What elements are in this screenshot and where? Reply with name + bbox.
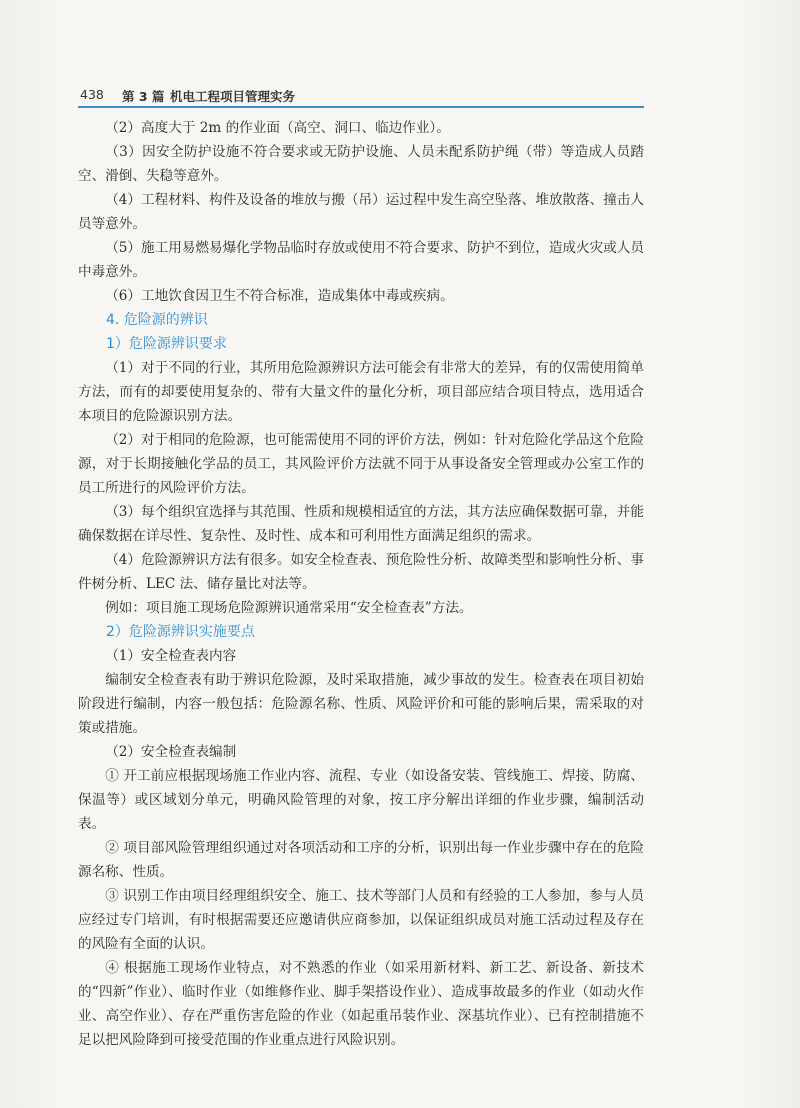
header-title: 机电工程项目管理实务 xyxy=(170,89,296,104)
paragraph: （1）安全检查表内容 xyxy=(105,648,237,664)
paragraph: （3）每个组织宜选择与其范围、性质和规模相适宜的方法，其方法应确保数据可靠，并能确保数据在详尽性、复杂性、及时性、成本和可利用性方面满足组织的需求。 xyxy=(78,504,644,544)
body-text xyxy=(78,116,644,1052)
subsection-heading: 1）危险源辨识要求 xyxy=(106,336,227,352)
paragraph: ④ 根据施工现场作业特点，对不熟悉的作业（如采用新材料、新工艺、新设备、新技术的“四新”作业）、临时作业（如维修作业、脚手架搭设作业）、造成事故最多的作业（如动火作业、高空作业）、存在严重伤害危险的作业（如起重吊装作业、深基坑作业）、已有控制措施不足以把风险降到可接受范围的作业重点进行风险识别。 xyxy=(78,960,644,1048)
paragraph: ① 开工前应根据现场施工作业内容、流程、专业（如设备安装、管线施工、焊接、防腐、保温等）或区域划分单元，明确风险管理的对象，按工序分解出详细的作业步骤，编制活动表。 xyxy=(78,768,644,832)
paragraph: （4）工程材料、构件及设备的堆放与搬（吊）运过程中发生高空坠落、堆放散落、撞击人员等意外。 xyxy=(78,192,644,232)
paragraph: （4）危险源辨识方法有很多。如安全检查表、预危险性分析、故障类型和影响性分析、事件树分析、LEC 法、储存量比对法等。 xyxy=(78,552,644,592)
paragraph: （2）安全检查表编制 xyxy=(105,744,237,760)
paragraph: （5）施工用易燃易爆化学物品临时存放或使用不符合要求、防护不到位，造成火灾或人员中毒意外。 xyxy=(78,240,644,280)
part-label: 第 3 篇 xyxy=(122,89,165,104)
header-rule xyxy=(78,106,644,108)
page-number: 438 xyxy=(80,87,104,102)
section-heading: 4. 危险源的辨识 xyxy=(106,312,208,328)
paragraph: （2）对于相同的危险源，也可能需使用不同的评价方法，例如：针对危险化学品这个危险源，对于长期接触化学品的员工，其风险评价方法就不同于从事设备安全管理或办公室工作的员工所进行的风险评价方法。 xyxy=(78,432,644,496)
paragraph: 编制安全检查表有助于辨识危险源，及时采取措施，减少事故的发生。检查表在项目初始阶段进行编制，内容一般包括：危险源名称、性质、风险评价和可能的影响后果，需采取的对策或措施。 xyxy=(78,672,644,736)
paragraph: （3）因安全防护设施不符合要求或无防护设施、人员未配系防护绳（带）等造成人员踏空、滑倒、失稳等意外。 xyxy=(78,144,644,184)
subsection-heading: 2）危险源辨识实施要点 xyxy=(106,624,255,640)
paragraph: （1）对于不同的行业，其所用危险源辨识方法可能会有非常大的差异，有的仅需使用简单方法，而有的却要使用复杂的、带有大量文件的量化分析，项目部应结合项目特点，选用适合本项目的危险源识别方法。 xyxy=(78,360,644,424)
paragraph: ② 项目部风险管理组织通过对各项活动和工序的分析，识别出每一作业步骤中存在的危险源名称、性质。 xyxy=(78,840,644,880)
paragraph: 例如：项目施工现场危险源辨识通常采用“安全检查表”方法。 xyxy=(105,600,473,616)
page-header xyxy=(78,84,644,106)
paragraph: （6）工地饮食因卫生不符合标准，造成集体中毒或疾病。 xyxy=(105,288,454,304)
paragraph: ③ 识别工作由项目经理组织安全、施工、技术等部门人员和有经验的工人参加，参与人员应经过专门培训，有时根据需要还应邀请供应商参加，以保证组织成员对施工活动过程及存在的风险有全面的认识。 xyxy=(78,888,644,952)
paragraph: （2）高度大于 2m 的作业面（高空、洞口、临边作业）。 xyxy=(105,120,450,136)
